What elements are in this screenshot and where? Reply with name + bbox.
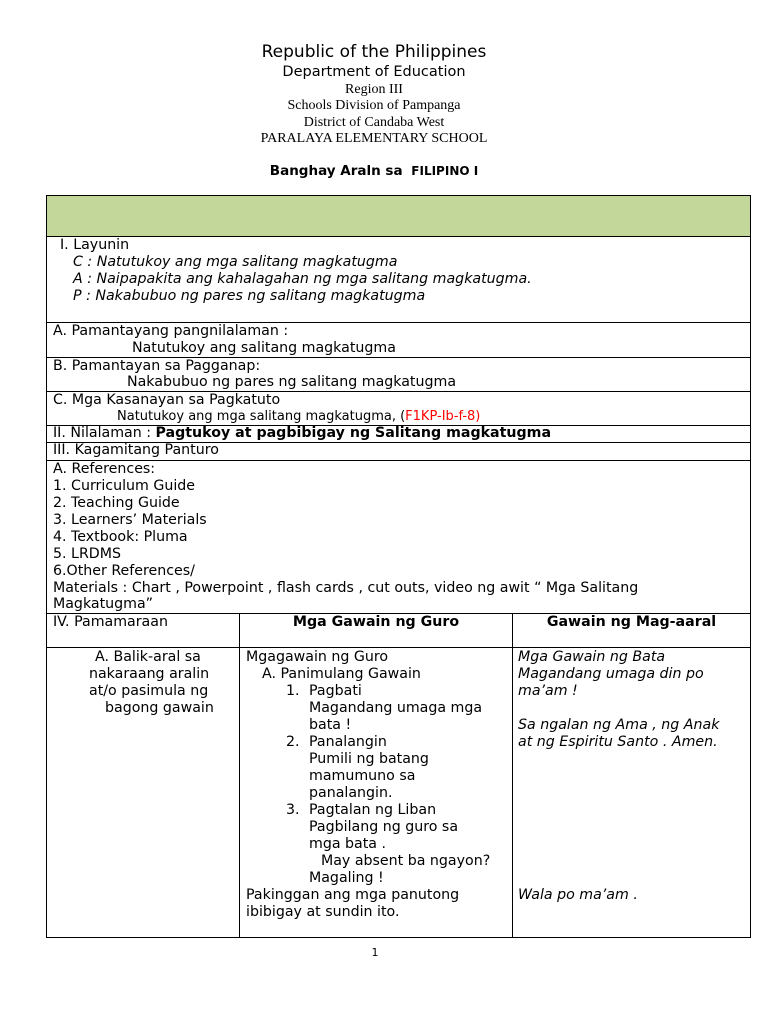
kasanayan-label: C. Mga Kasanayan sa Pagkatuto — [53, 392, 281, 408]
pamantayang-nilalaman-value: Natutukoy ang salitang magkatugma — [132, 340, 396, 356]
bata-prayer-line: at ng Espiritu Santo . Amen. — [518, 734, 718, 750]
step-number: 3. — [286, 802, 300, 818]
district-title: District of Candaba West — [303, 115, 445, 130]
lesson-plan-subject: FILIPINO I — [411, 164, 479, 178]
reference-item: 4. Textbook: Pluma — [53, 529, 188, 545]
pamamaraan-header-row — [47, 613, 750, 647]
reference-item: 5. LRDMS — [53, 546, 121, 562]
balik-aral-label-line: nakaraang aralin — [89, 666, 210, 682]
magaaral-column-title: Gawain ng Mag-aaral — [546, 614, 717, 630]
lesson-plan-table — [46, 195, 751, 938]
reference-item: 3. Learners’ Materials — [53, 512, 207, 528]
pamamaraan-label: IV. Pamamaraan — [53, 614, 168, 630]
nilalaman-value: Pagtukoy at pagbibigay ng Salitang magkatugma — [155, 425, 552, 441]
references-row — [47, 460, 750, 613]
republic-title: Republic of the Philippines — [261, 42, 487, 62]
region-title: Region III — [345, 82, 403, 97]
bata-prayer-line: Sa ngalan ng Ama , ng Anak — [518, 717, 720, 733]
kasanayan-text: Natutukoy ang mga salitang magkatugma, ( — [117, 409, 406, 424]
materials-line-2: Magkatugma” — [53, 596, 154, 612]
step-line: mga bata . — [309, 836, 387, 852]
pamantayan-pagganap-value: Nakabubuo ng pares ng salitang magkatugma — [127, 374, 457, 390]
reference-item: 2. Teaching Guide — [53, 495, 180, 511]
pamantayan-pagganap-label: B. Pamantayan sa Pagganap: — [53, 358, 261, 374]
bata-activities-heading: Mga Gawain ng Bata — [518, 649, 666, 665]
panimulang-gawain: A. Panimulang Gawain — [262, 666, 421, 682]
nilalaman-row — [47, 425, 750, 442]
step-number: 2. — [286, 734, 300, 750]
kasanayan-row — [47, 391, 750, 425]
layunin-p: P : Nakabubuo ng pares ng salitang magkatugma — [73, 288, 426, 304]
layunin-c: C : Natutukoy ang mga salitang magkatugma — [73, 254, 398, 270]
table-header-bar — [47, 196, 750, 236]
lesson-plan-prefix: Banghay Araln sa — [269, 163, 403, 179]
bata-absent-reply: Wala po ma’am . — [518, 887, 638, 903]
kasanayan-value — [117, 408, 480, 425]
nilalaman-label: II. Nilalaman : — [53, 425, 156, 441]
balik-aral-row — [47, 647, 750, 937]
bata-greeting-line: Magandang umaga din po — [518, 666, 704, 682]
guro-column-header — [240, 614, 513, 647]
instruction-line: ibibigay at sundin ito. — [246, 904, 400, 920]
step-line: Pumili ng batang — [309, 751, 429, 767]
layunin-row — [47, 236, 750, 322]
reference-item: 1. Curriculum Guide — [53, 478, 196, 494]
pamantayang-nilalaman-label: A. Pamantayang pangnilalaman : — [53, 323, 289, 339]
pamantayang-nilalaman-row — [47, 322, 750, 357]
step-number: 1. — [286, 683, 300, 699]
kagamitan-row — [47, 442, 750, 460]
instruction-line: Pakinggan ang mga panutong — [246, 887, 460, 903]
references-heading: A. References: — [53, 461, 156, 477]
step-line: Pagbilang ng guro sa — [309, 819, 459, 835]
step-line: mamumuno sa — [309, 768, 416, 784]
page-number: 1 — [371, 946, 379, 959]
pamantayan-pagganap-row — [47, 357, 750, 391]
step-line: panalangin. — [309, 785, 393, 801]
reference-item: 6.Other References/ — [53, 563, 195, 579]
nilalaman-line — [53, 425, 551, 442]
step-line: Pagtalan ng Liban — [309, 802, 437, 818]
step-line: bata ! — [309, 717, 352, 733]
lesson-plan-title — [0, 163, 748, 180]
kasanayan-code: F1KP-Ib-f-8) — [405, 409, 481, 424]
magaling-line: Magaling ! — [309, 870, 384, 886]
balik-aral-label-cell — [47, 648, 240, 937]
guro-activities-cell — [240, 648, 513, 937]
balik-aral-label-line: bagong gawain — [105, 700, 214, 716]
balik-aral-label-line: at/o pasimula ng — [89, 683, 209, 699]
step-line: Magandang umaga mga — [309, 700, 483, 716]
step-line: Panalangin — [309, 734, 387, 750]
school-title: PARALAYA ELEMENTARY SCHOOL — [260, 131, 488, 146]
absent-question: May absent ba ngayon? — [321, 853, 491, 869]
magaaral-column-header — [513, 614, 750, 647]
division-title: Schools Division of Pampanga — [287, 98, 461, 113]
balik-aral-label-line: A. Balik-aral sa — [95, 649, 201, 665]
materials-line-1: Materials : Chart , Powerpoint , flash cards , cut outs, video ng awit “ Mga Salitang — [53, 580, 639, 596]
bata-greeting-line: ma’am ! — [518, 683, 578, 699]
layunin-heading: I. Layunin — [60, 237, 130, 253]
department-title: Department of Education — [282, 64, 466, 80]
guro-activities-heading: Mgagawain ng Guro — [246, 649, 389, 665]
step-line: Pagbati — [309, 683, 362, 699]
kagamitan-label: III. Kagamitang Panturo — [53, 442, 219, 458]
pamamaraan-label-cell — [47, 614, 240, 647]
layunin-a: A : Naipapakita ang kahalagahan ng mga salitang magkatugma. — [73, 271, 532, 287]
bata-activities-cell — [513, 648, 750, 937]
guro-column-title: Mga Gawain ng Guro — [292, 614, 460, 630]
